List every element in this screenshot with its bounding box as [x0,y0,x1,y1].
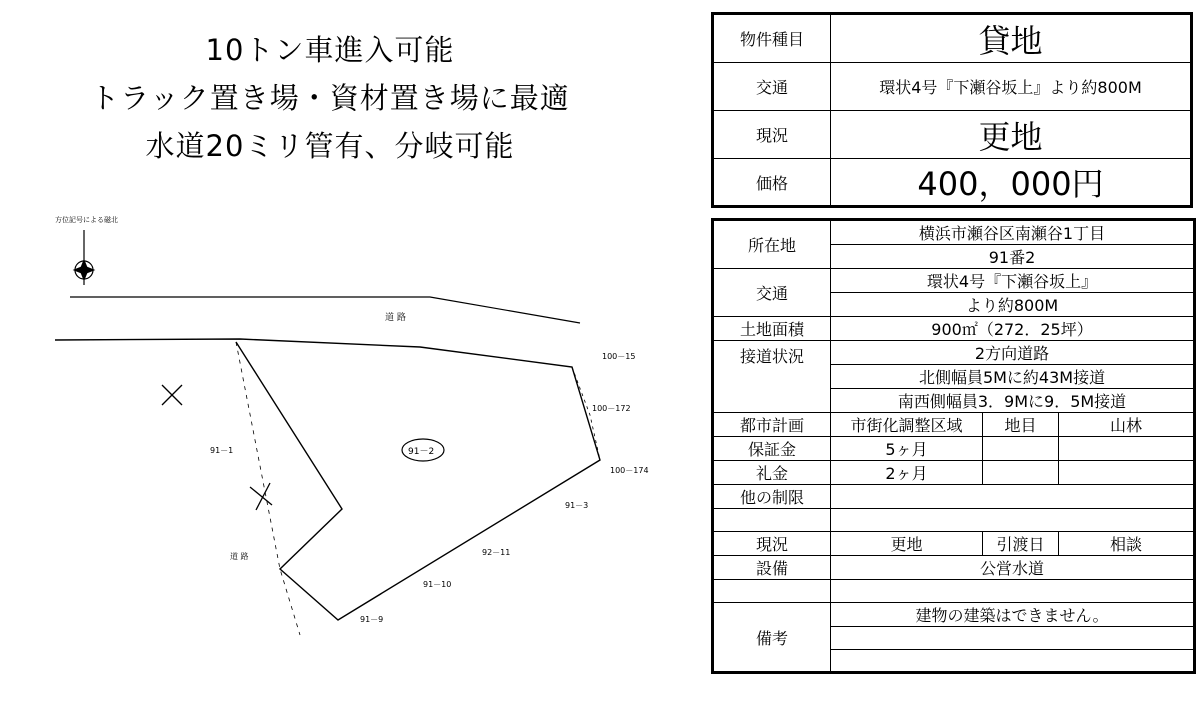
status-label: 現況 [713,111,831,159]
road-edge-line [70,297,580,323]
detail-row [713,341,1195,365]
x-mark [250,483,272,510]
adjacent-parcel-label: 100－174 [610,466,649,475]
detail-row [713,413,1195,437]
parcel-label: 92－11 [482,548,511,557]
detail-row [713,437,1195,461]
location-line-1: 横浜市瀬谷区南瀬谷1丁目 [831,220,1195,245]
summary-row [713,63,1192,111]
land-category-label: 地目 [983,413,1059,437]
north-caption: 方位記号による磁北 [55,216,118,224]
road-label: 道 路 [385,313,406,323]
price-value: 400，000円 [831,159,1192,207]
road-line-2: 北側幅員5Mに約43M接道 [831,365,1195,389]
access-value: 環状4号『下瀬谷坂上』より約800M [831,63,1192,111]
parcel-main-label: 91－2 [408,447,435,457]
remarks-label: 備考 [713,603,831,673]
road-line-1: 2方向道路 [831,341,1195,365]
detail-row [713,509,1195,532]
handover-label: 引渡日 [983,532,1059,556]
city-plan-value: 市街化調整区域 [831,413,983,437]
price-label: 価格 [713,159,831,207]
summary-table [711,12,1193,208]
detail-row [713,461,1195,485]
type-value: 貸地 [831,14,1192,63]
deposit-label: 保証金 [713,437,831,461]
summary-row [713,159,1192,207]
detail-table [711,218,1196,674]
facilities-value: 公営水道 [831,556,1195,580]
headline-line-1: 10トン車進入可能 [205,33,455,67]
detail-row [713,603,1195,627]
current-status-label: 現況 [713,532,831,556]
x-mark [162,385,182,405]
facilities-label: 設備 [713,556,831,580]
key-money-value: 2ヶ月 [831,461,983,485]
restrictions-label: 他の制限 [713,485,831,509]
parcel-label: 91－1 [210,446,234,455]
land-category-value: 山林 [1059,413,1195,437]
area-value: 900㎡（272．25坪） [831,317,1195,341]
current-status-value: 更地 [831,532,983,556]
road-label: 道 路 [230,552,249,561]
detail-row [713,317,1195,341]
status-value: 更地 [831,111,1192,159]
area-label: 土地面積 [713,317,831,341]
north-arrow-icon [74,230,94,285]
road-access-label: 接道状況 [713,341,831,413]
access-line-2: より約800M [831,293,1195,317]
access-line-1: 環状4号『下瀬谷坂上』 [831,269,1195,293]
detail-row [713,580,1195,603]
summary-row [713,111,1192,159]
lot-boundary [55,339,600,620]
headline-line-3: 水道20ミリ管有、分岐可能 [145,129,515,163]
detail-row [713,485,1195,509]
detail-row [713,556,1195,580]
survey-plot-map [0,205,660,645]
adjacent-parcel-label: 100－15 [602,352,636,361]
location-line-2: 91番2 [831,245,1195,269]
type-label: 物件種目 [713,14,831,63]
access-label: 交通 [713,63,831,111]
headline-line-2: トラック置き場・資材置き場に最適 [90,81,570,115]
summary-row [713,14,1192,63]
adjacent-boundary [236,342,300,635]
parcel-label: 91－9 [360,615,384,624]
detail-row [713,220,1195,245]
detail-row [713,269,1195,293]
detail-row [713,532,1195,556]
road-line-3: 南西側幅員3．9Mに9．5M接道 [831,389,1195,413]
key-money-label: 礼金 [713,461,831,485]
city-plan-label: 都市計画 [713,413,831,437]
handover-value: 相談 [1059,532,1195,556]
deposit-value: 5ヶ月 [831,437,983,461]
remarks-value: 建物の建築はできません。 [831,603,1195,627]
adjacent-parcel-label: 100－172 [592,404,631,413]
access-label: 交通 [713,269,831,317]
location-label: 所在地 [713,220,831,269]
parcel-label: 91－3 [565,501,589,510]
parcel-label: 91－10 [423,580,452,589]
